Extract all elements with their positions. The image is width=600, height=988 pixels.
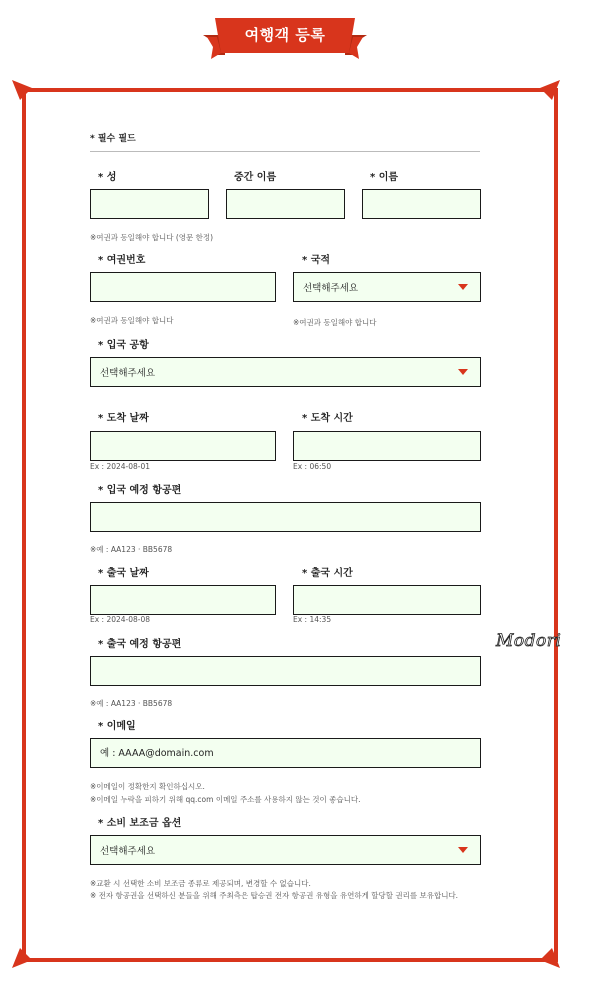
email-hint-2: ※이메일 누락을 피하기 위해 qq.com 이메일 주소를 사용하지 않는 것이 좋습니다.	[90, 795, 361, 804]
arrival-time-hint: Ex : 06:50	[293, 462, 332, 471]
passport-label: * 여권번호	[98, 255, 146, 266]
dropdown-caret-icon	[458, 369, 468, 375]
subsidy-value: 선택해주세요	[100, 846, 156, 857]
passport-hint: ※여권과 동일해야 합니다	[90, 316, 174, 325]
required-note: * 필수 필드	[90, 134, 136, 144]
watermark-logo: Modori	[496, 631, 562, 651]
departure-flight-input[interactable]	[90, 656, 481, 686]
arrival-airport-value: 선택해주세요	[100, 368, 156, 379]
departure-time-input[interactable]	[293, 585, 481, 615]
departure-time-label: * 출국 시간	[302, 568, 353, 579]
email-hint-1: ※이메일이 정확한지 확인하십시오.	[90, 782, 205, 791]
departure-date-input[interactable]	[90, 585, 276, 615]
arrival-date-label: * 도착 날짜	[98, 413, 149, 424]
departure-flight-label: * 출국 예정 항공편	[98, 639, 182, 650]
nationality-label: * 국적	[302, 255, 331, 266]
arrival-airport-select[interactable]	[90, 357, 481, 387]
departure-time-hint: Ex : 14:35	[293, 615, 332, 624]
frame-corner-tl	[12, 80, 32, 100]
first-name-label: * 이름	[370, 172, 399, 183]
nationality-hint: ※여권과 동일해야 합니다	[293, 318, 377, 327]
title-ribbon	[203, 15, 367, 59]
email-label: * 이메일	[98, 721, 136, 732]
last-name-label: * 성	[98, 172, 117, 183]
divider	[90, 151, 480, 152]
last-name-input[interactable]	[90, 189, 209, 219]
page-title: 여행객 등록	[244, 26, 326, 44]
arrival-date-hint: Ex : 2024-08-01	[90, 462, 151, 471]
departure-date-label: * 출국 날짜	[98, 568, 149, 579]
arrival-flight-label: * 입국 예정 항공편	[98, 485, 182, 496]
departure-date-hint: Ex : 2024-08-08	[90, 615, 151, 624]
departure-flight-hint: ※예 : AA123 · BB5678	[90, 699, 173, 708]
dropdown-caret-icon	[458, 284, 468, 290]
subsidy-select[interactable]	[90, 835, 481, 865]
arrival-date-input[interactable]	[90, 431, 276, 461]
email-input[interactable]	[90, 738, 481, 768]
subsidy-hint-1: ※교환 시 선택한 소비 보조금 종류로 제공되며, 변경할 수 없습니다.	[90, 879, 311, 888]
arrival-time-input[interactable]	[293, 431, 481, 461]
dropdown-caret-icon	[458, 847, 468, 853]
arrival-time-label: * 도착 시간	[302, 413, 353, 424]
arrival-flight-hint: ※예 : AA123 · BB5678	[90, 545, 173, 554]
passport-input[interactable]	[90, 272, 276, 302]
middle-name-label: 중간 이름	[234, 172, 277, 183]
arrival-airport-label: * 입국 공항	[98, 340, 149, 351]
frame-corner-br	[540, 948, 560, 968]
frame-corner-bl	[12, 948, 32, 968]
name-hint: ※여권과 동일해야 합니다 (영문 한정)	[90, 233, 214, 242]
nationality-value: 선택해주세요	[303, 283, 359, 294]
frame-corner-tr	[540, 80, 560, 100]
nationality-select[interactable]	[293, 272, 481, 302]
arrival-flight-input[interactable]	[90, 502, 481, 532]
subsidy-label: * 소비 보조금 옵션	[98, 818, 182, 829]
middle-name-input[interactable]	[226, 189, 345, 219]
first-name-input[interactable]	[362, 189, 481, 219]
subsidy-hint-2: ※ 전자 항공권을 선택하신 분들을 위해 주최측은 탑승권 전자 항공권 유형을 유연하게 할당할 권리를 보유합니다.	[90, 891, 459, 900]
